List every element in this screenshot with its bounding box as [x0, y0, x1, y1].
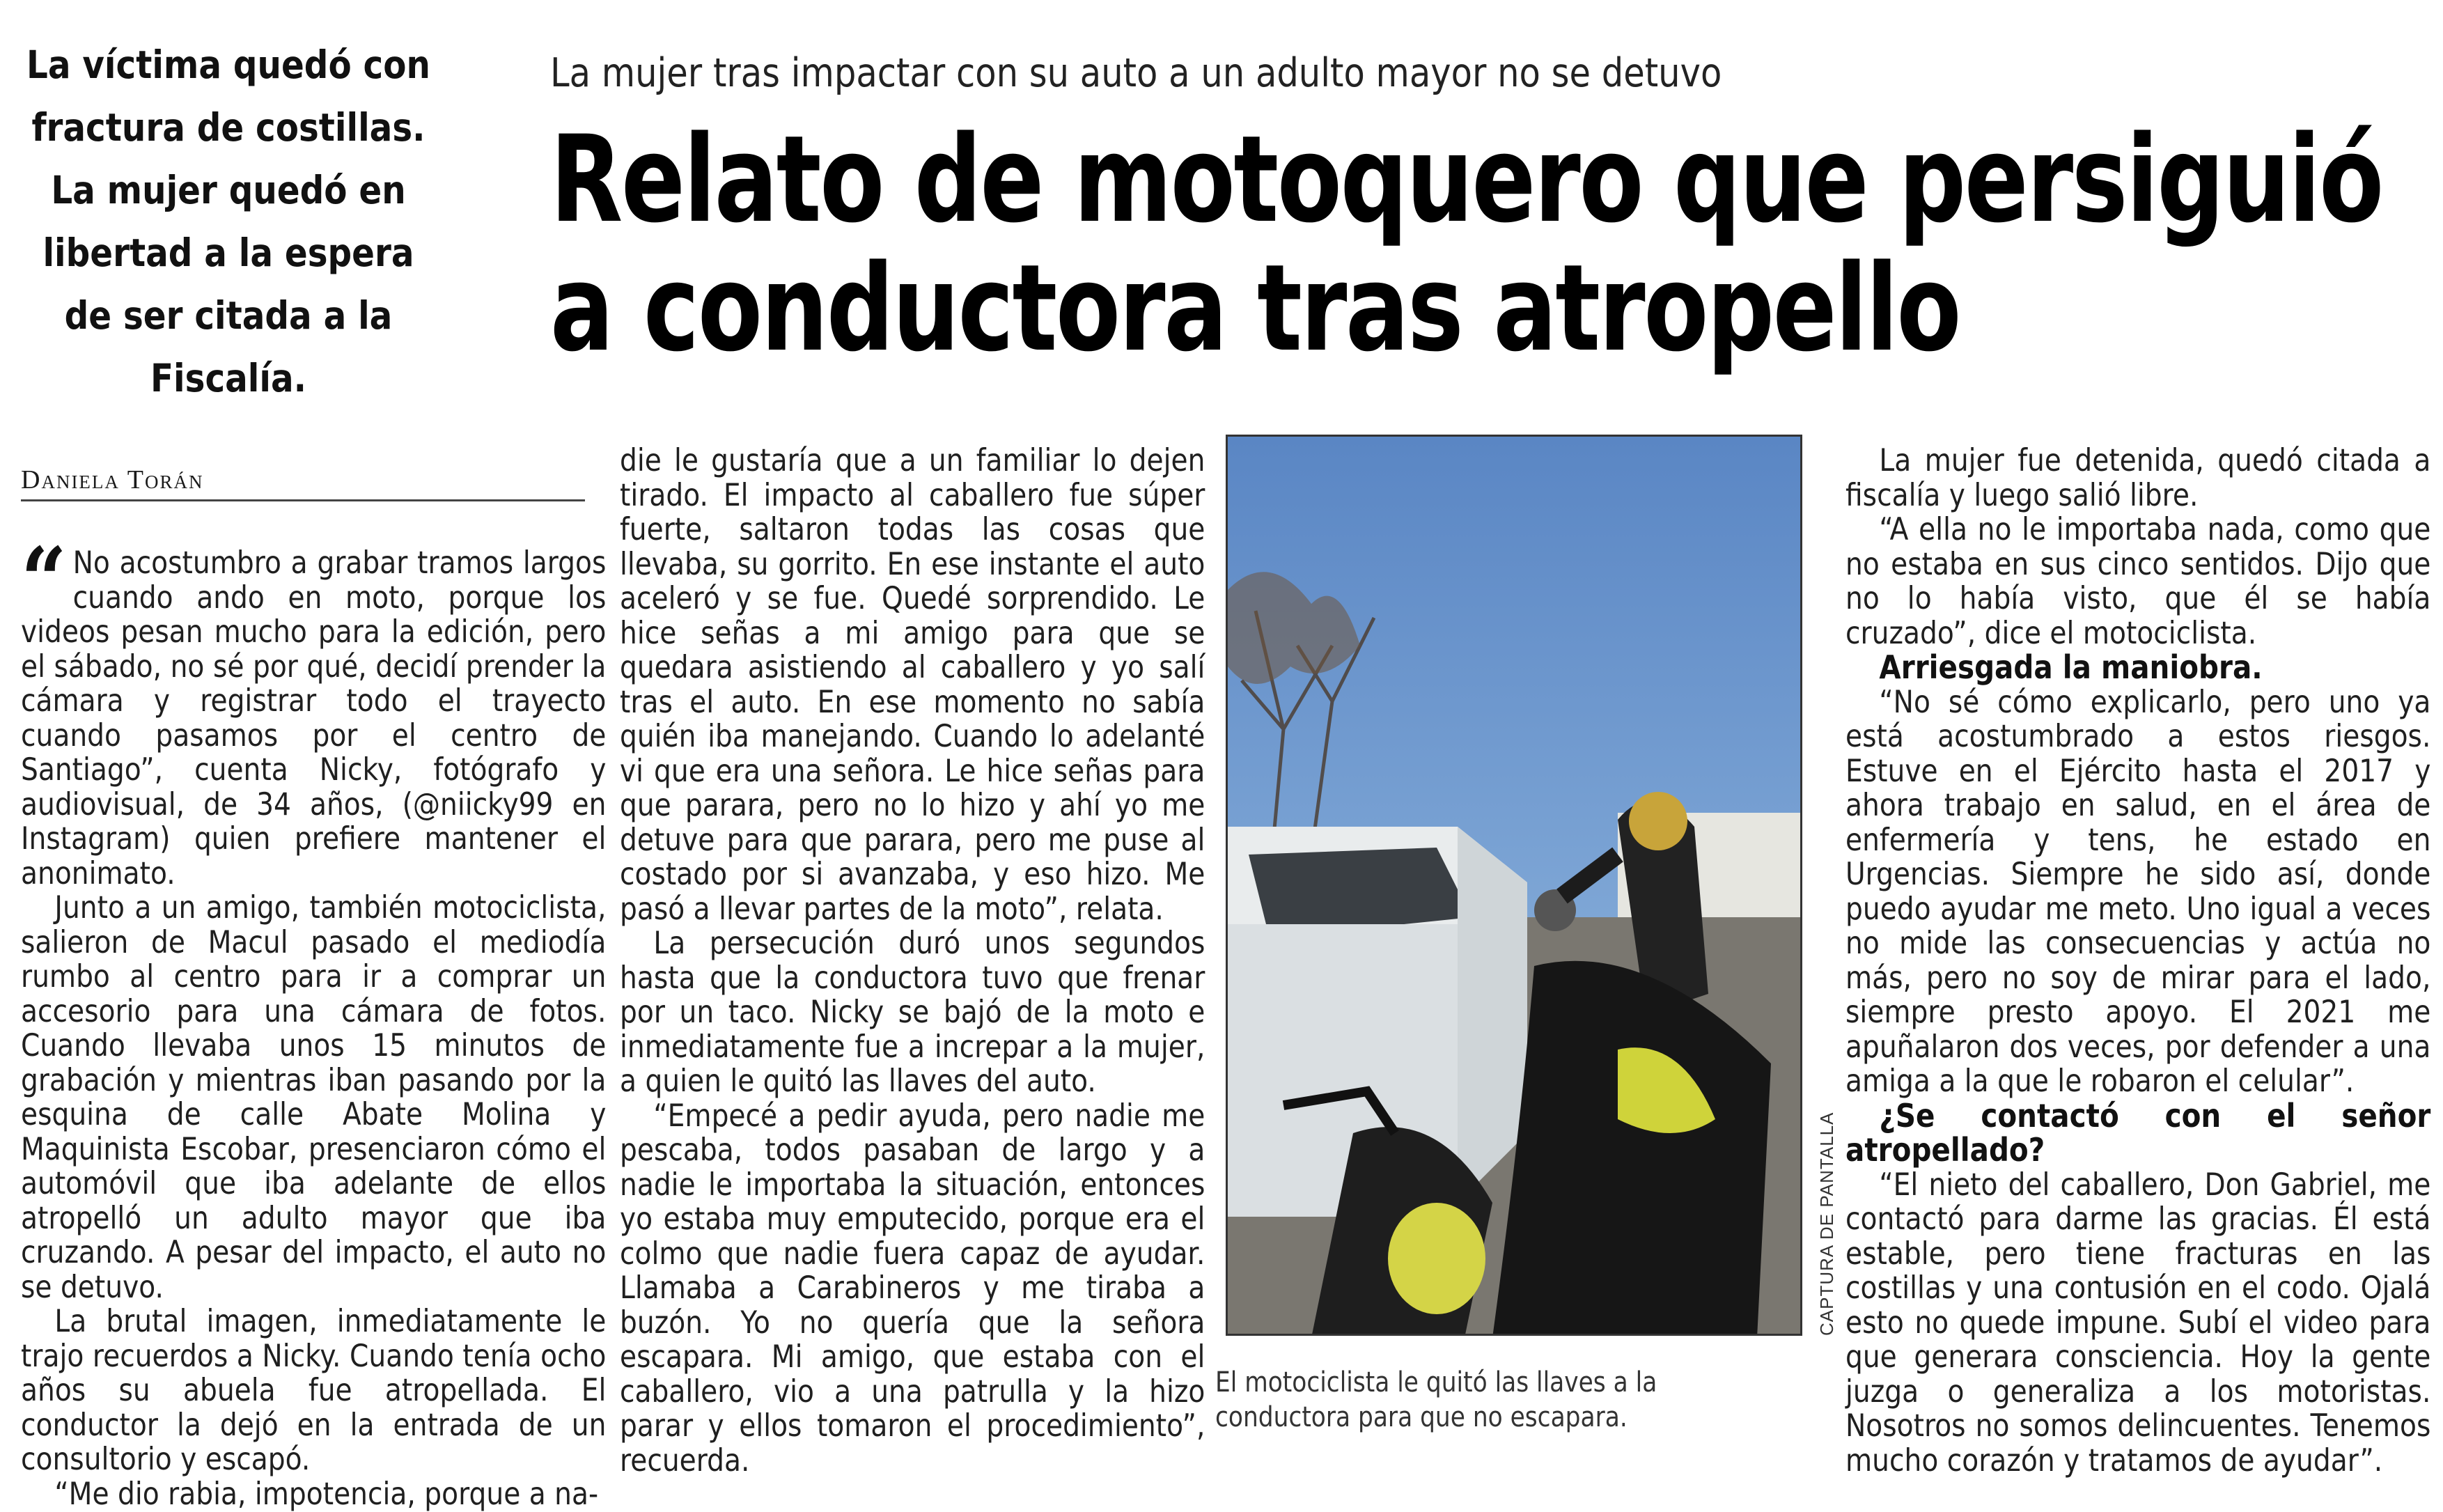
headline — [550, 109, 2382, 378]
article-column-1 — [21, 527, 607, 1512]
subheading-question: ¿Se contactó con el señor atropellado? — [1845, 1096, 2431, 1169]
summary-deck: La víctima quedó con fractura de costillas. La mujer quedó en libertad a la espera de ser citada a la Fiscalía. — [26, 42, 430, 400]
kicker: La mujer tras impactar con su auto a un adulto mayor no se detuvo — [550, 50, 1722, 96]
paragraph: die le gustaría que a un familiar lo dejen tirado. El impacto al caballero fue súper fuerte, saltaron todas las cosas que llevaba, su gorrito. En ese instante el auto aceleró y se fue. Quedé sorprendido. Le hice señas a mi amigo para que se quedara asistiendo al caballero y yo salí tras el auto. En ese momento no sabía quién iba manejando. Cuando lo adelanté vi que era una señora. Le hice señas para que parara, pero no lo hizo y ahí yo me detuve para que parara, pero me puse al costado por si avanzaba, y eso hizo. Me pasó a llevar partes de la moto”, relata. — [620, 443, 1205, 927]
subheading: Arriesgada la maniobra. — [1879, 648, 2263, 686]
photo-credit: CAPTURA DE PANTALLA — [1816, 1112, 1837, 1336]
paragraph: “No sé cómo explicarlo, pero uno ya está acostumbrado a estos riesgos. Estuve en el Ejército hasta el 2017 y ahora trabajo en salud, en el área de enfermería y tens, he estado en Urgencias. Siempre he sido así, donde puedo ayudar me meto. Uno igual a veces no mide las consecuencias y actúa no más, pero no soy de mirar para el lado, siempre presto apoyo. El 2021 me apuñalaron dos veces, por defender a una amiga a la que le robaron el celular”. — [1845, 684, 2431, 1099]
paragraph: Junto a un amigo, también motociclista, salieron de Macul pasado el mediodía rumbo al centro para ir a comprar un accesorio para una cámara de fotos. Cuando llevaba unos 15 minutos de grabación y mientras iban pasando por la esquina de calle Abate Molina y Maquinista Escobar, presenciaron cómo el automóvil que iba adelante de ellos atropelló un adulto mayor que iba cruzando. A pesar del impacto, el auto no se detuvo. — [21, 890, 607, 1305]
article-column-4 — [1845, 444, 2430, 1478]
headline-line-1: Relato de motoquero que persiguió — [550, 109, 2382, 249]
paragraph: La mujer fue detenida, quedó citada a fiscalía y luego salió libre. — [1845, 443, 2431, 513]
paragraph: “Me dio rabia, impotencia, porque a na- — [54, 1476, 599, 1512]
photo-caption: El motociclista le quitó las llaves a la conductora para que no escapara. — [1215, 1366, 1657, 1433]
paragraph: “A ella no le importaba nada, como que no estaba en sus cinco sentidos. Dijo que no lo había visto, que él se había cruzado”, dice el motociclista. — [1845, 512, 2431, 651]
article-column-2 — [620, 444, 1205, 1478]
paragraph: “El nieto del caballero, Don Gabriel, me contactó para darme las gracias. Él está estable, pero tiene fracturas en las costillas y una contusión en el codo. Ojalá esto no quede impune. Subí el video para que generara consciencia. Hoy la gente juzga o generaliza a los motoristas. Nosotros no somos delincuentes. Tenemos mucho corazón y tratamos de ayudar”. — [1845, 1167, 2431, 1479]
byline: Daniela Torán — [21, 463, 585, 501]
photo-illustration — [1228, 437, 1802, 1336]
headline-line-2: a conductora tras atropello — [550, 238, 1960, 378]
news-photo — [1226, 435, 1802, 1336]
paragraph: La persecución duró unos segundos hasta que la conductora tuvo que frenar por un taco. Nicky se bajó de la moto e inmediatamente fue a increpar a la mujer, a quien le quitó las llaves del auto. — [620, 926, 1205, 1099]
paragraph: La brutal imagen, inmediatamente le trajo recuerdos a Nicky. Cuando tenía ocho años su abuela fue atropellada. El conductor la dejó en la entrada de un consultorio y escapó. — [21, 1304, 607, 1477]
paragraph: “ No acostumbro a grabar tramos largos cuando ando en moto, porque los videos pesan mucho para la edición, pero el sábado, no sé por qué, decidí prender la cámara y registrar todo el trayecto cuando pasamos por el centro de Santiago”, cuenta Nicky, fotógrafo y audiovisual, de 34 años, (@niicky99 en Instagram) quien prefiere mantener el anonimato. — [21, 527, 607, 891]
opening-quote-mark: “ — [21, 527, 67, 634]
paragraph: “Empecé a pedir ayuda, pero nadie me pescaba, todos pasaban de largo y a nadie le importaba la situación, entonces yo estaba muy emputecido, porque era el colmo que nadie fuera capaz de ayudar. Llamaba a Carabineros y me tiraba a buzón. Yo no quería que la señora escapara. Mi amigo, que estaba con el caballero, vio a una patrulla y la hizo parar y ellos tomaron el procedimiento”, recuerda. — [620, 1098, 1205, 1479]
